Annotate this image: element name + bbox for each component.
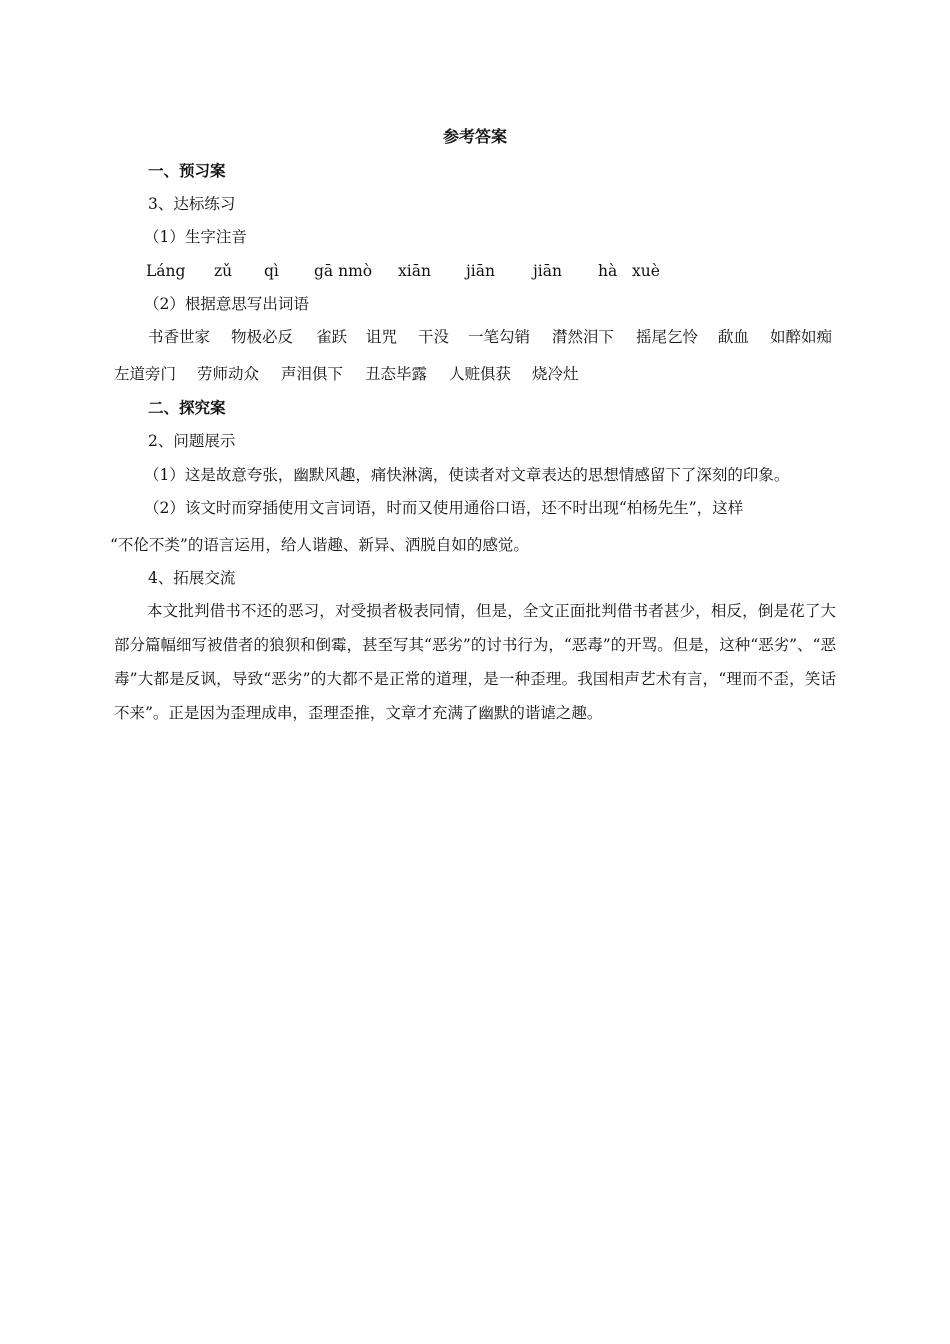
pinyin-item: hà <box>598 262 618 280</box>
word-item: 一笔勾销 <box>468 328 531 346</box>
discussion-paragraph: 本文批判借书不还的恶习，对受损者极表同情，但是，全文正面批判借书者甚少，相反，倒是花了大部分篇幅细写被借者的狼狈和倒霉，甚至写其“恶劣”的讨书行为，“恶毒”的开骂。但是，这种“恶劣”、“恶毒”大都是反讽，导致“恶劣”的大都不是正常的道理，是一种歪理。我国相声艺术有言，“理而不歪，笑话不来”。正是因为歪理成串，歪理歪推，文章才充满了幽默的谐谑之趣。 <box>114 602 836 722</box>
pinyin-item: jiān <box>466 262 495 280</box>
section-heading-preview: 一、预习案 <box>148 161 226 180</box>
pinyin-item: gā nmò <box>314 262 373 280</box>
word-item: 左道旁门 <box>114 365 177 383</box>
subsection-questions: 2、问题展示 <box>148 432 236 450</box>
question-pinyin: （1）生字注音 <box>144 228 247 246</box>
page-title: 参考答案 <box>442 127 507 146</box>
pinyin-item: zǔ <box>214 262 233 280</box>
word-item: 书香世家 <box>148 328 211 346</box>
word-item: 丑态毕露 <box>365 365 428 383</box>
word-item: 物极必反 <box>231 328 294 346</box>
word-item: 潸然泪下 <box>552 328 615 346</box>
word-item: 声泪俱下 <box>281 365 344 383</box>
answer-1: （1）这是故意夸张，幽默风趣，痛快淋漓，使读者对文章表达的思想情感留下了深刻的印象。 <box>144 466 790 484</box>
word-item: 摇尾乞怜 <box>636 328 699 346</box>
word-item: 如醉如痴 <box>770 328 833 346</box>
question-words: （2）根据意思写出词语 <box>144 295 309 313</box>
word-item: 歃血 <box>718 328 750 346</box>
subsection-discussion: 4、拓展交流 <box>148 569 236 587</box>
word-item: 劳师动众 <box>197 365 260 383</box>
answer-2-line-2: “不伦不类”的语言运用，给人谐趣、新异、洒脱自如的感觉。 <box>110 536 529 554</box>
pinyin-item: xuè <box>632 262 660 280</box>
word-item: 诅咒 <box>366 328 398 346</box>
word-item: 烧冷灶 <box>532 365 579 383</box>
pinyin-item: qì <box>264 262 279 280</box>
answer-2-line-1: （2）该文时而穿插使用文言词语，时而又使用通俗口语，还不时出现“柏杨先生”，这样 <box>144 499 744 517</box>
section-heading-inquiry: 二、探究案 <box>148 398 226 417</box>
word-item: 雀跃 <box>316 328 348 346</box>
pinyin-item: jiān <box>533 262 562 280</box>
pinyin-item: xiān <box>398 262 431 280</box>
subsection-practice: 3、达标练习 <box>148 195 236 213</box>
pinyin-item: Láng <box>146 262 186 280</box>
word-item: 人赃俱获 <box>449 365 512 383</box>
word-item: 干没 <box>418 328 450 346</box>
